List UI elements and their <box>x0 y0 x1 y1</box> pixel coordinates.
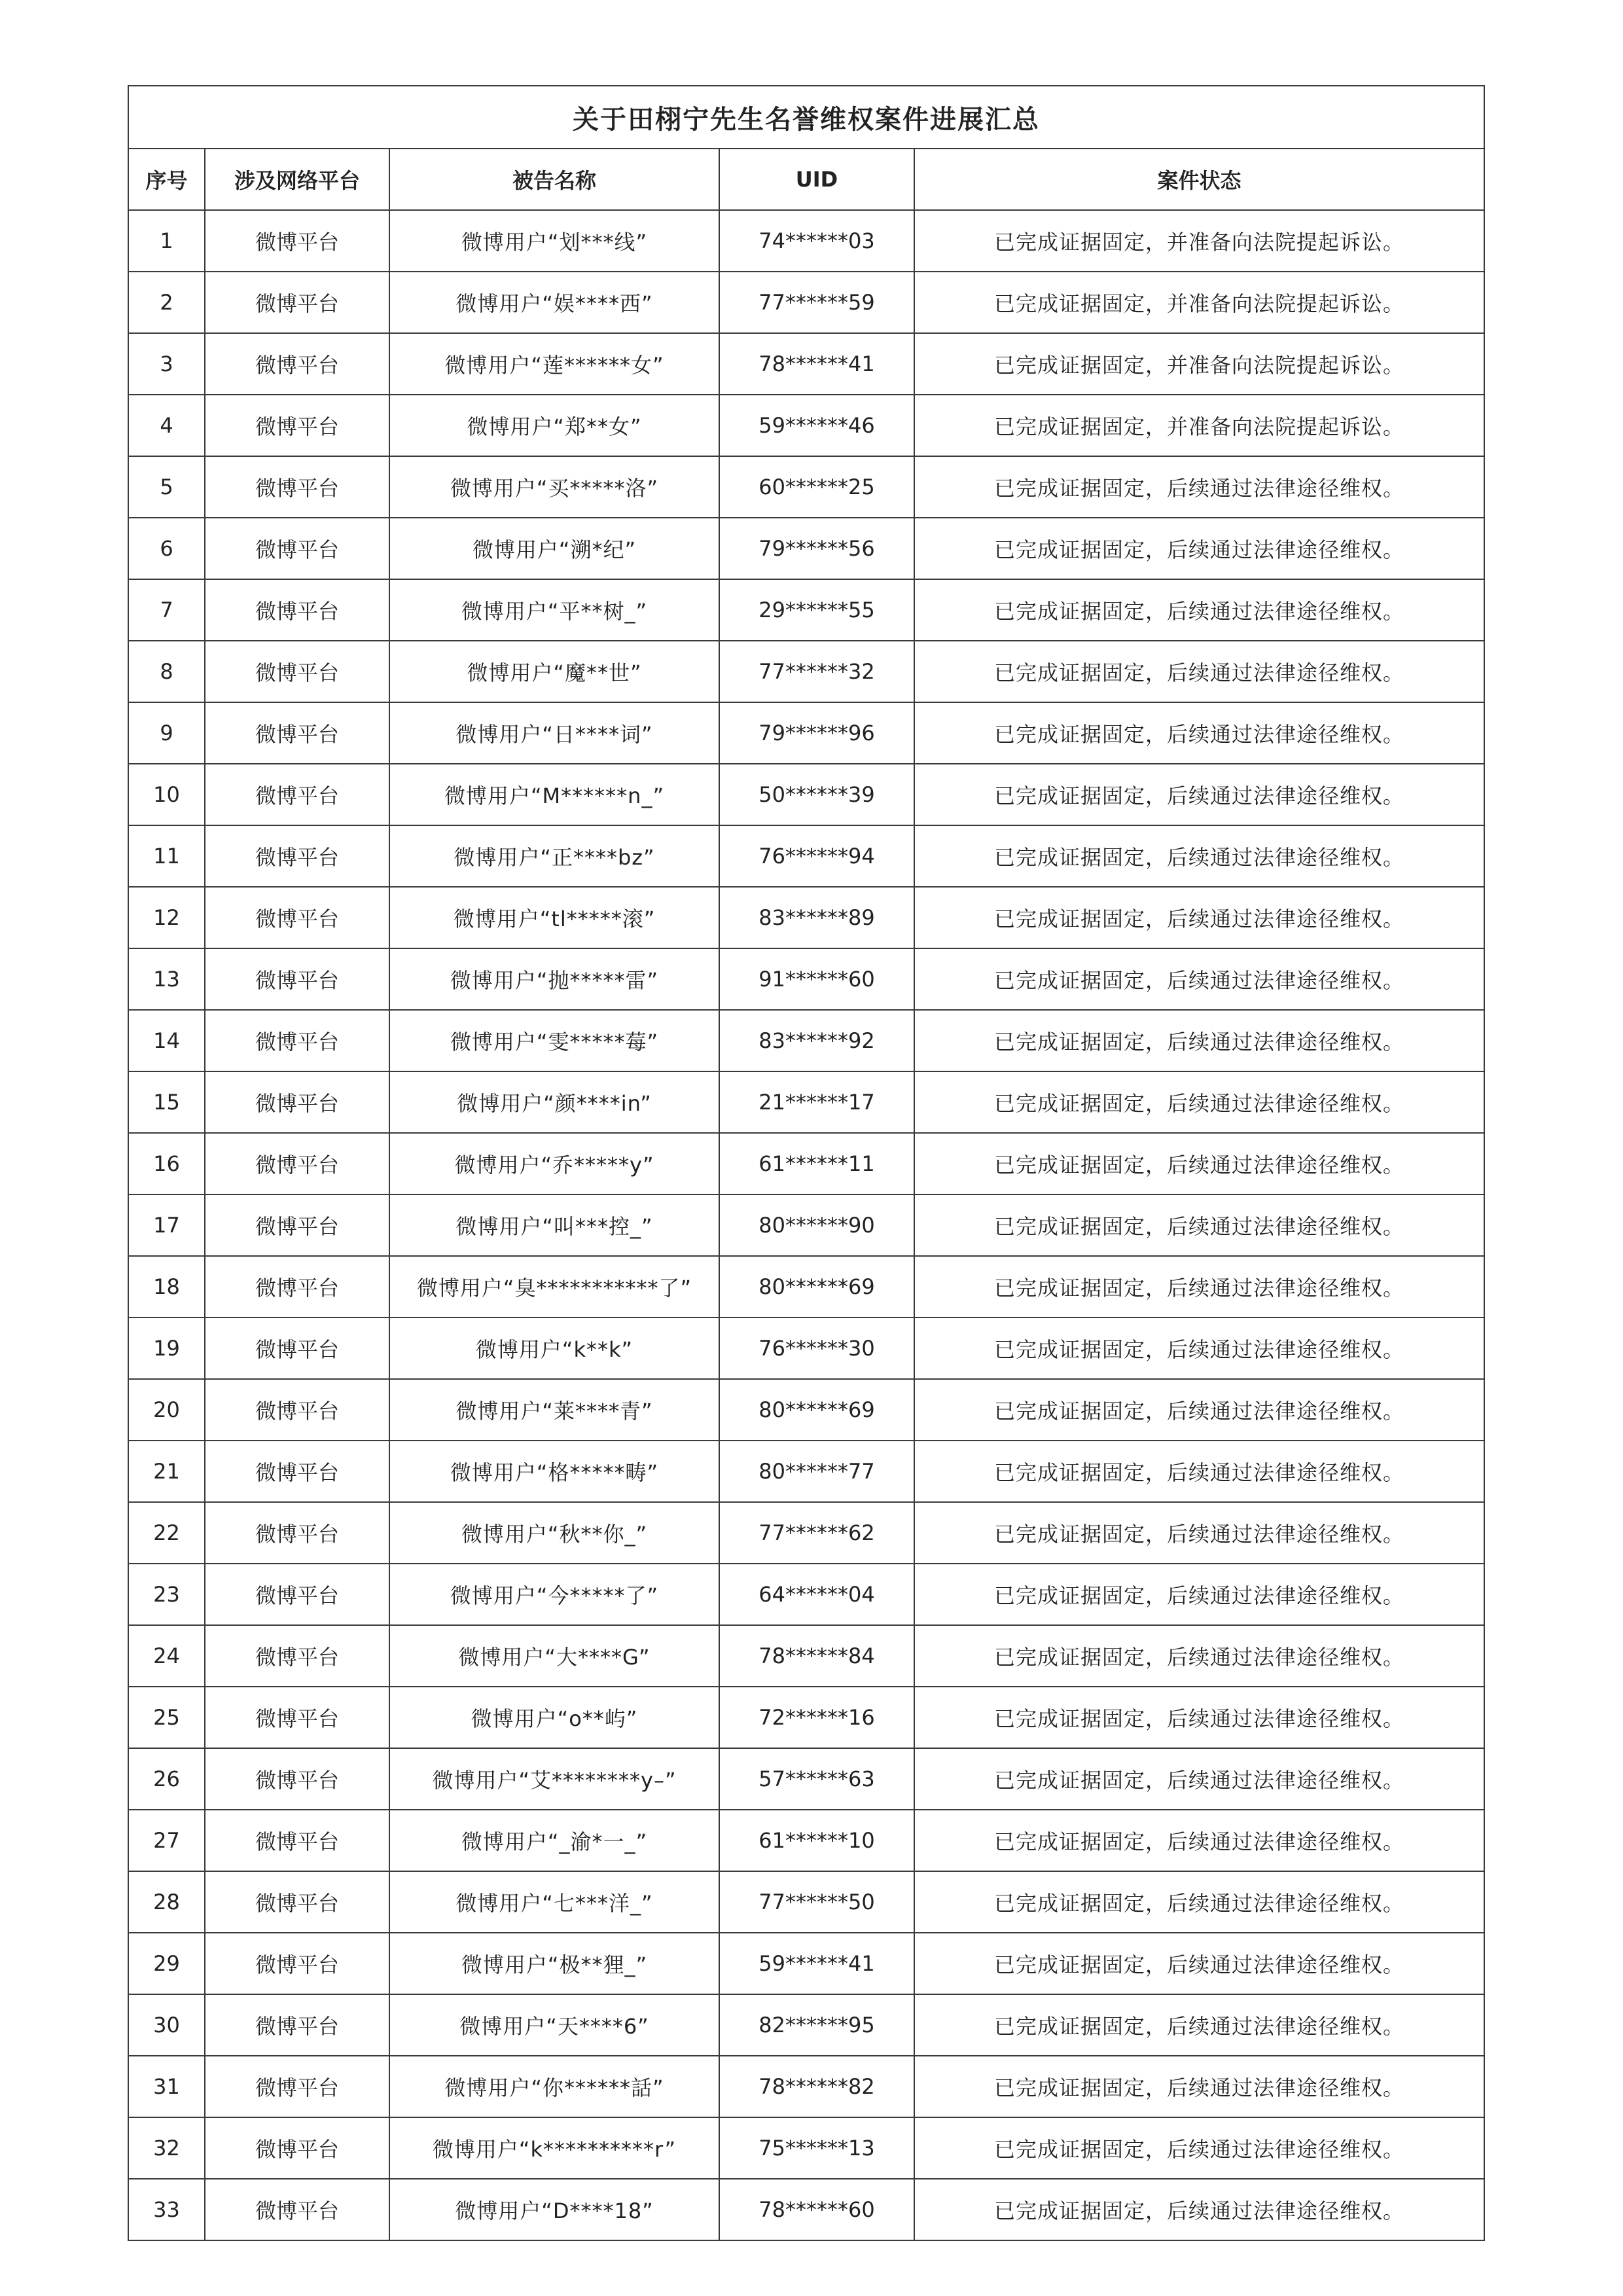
table-row <box>128 518 1484 579</box>
cell-index: 2 <box>128 272 205 333</box>
table-row <box>128 1871 1484 1933</box>
cell-platform: 微博平台 <box>205 2056 389 2117</box>
cell-defendant: 微博用户“乔*****y” <box>389 1133 719 1194</box>
cell-platform: 微博平台 <box>205 210 389 272</box>
header-platform: 涉及网络平台 <box>205 149 389 210</box>
cell-defendant: 微博用户“娱****西” <box>389 272 719 333</box>
cell-defendant: 微博用户“郑**女” <box>389 395 719 456</box>
cell-index: 15 <box>128 1071 205 1133</box>
cell-status: 已完成证据固定，后续通过法律途径维权。 <box>914 518 1484 579</box>
cell-status: 已完成证据固定，后续通过法律途径维权。 <box>914 1318 1484 1379</box>
table-row <box>128 1071 1484 1133</box>
cell-uid: 78******84 <box>719 1625 914 1687</box>
cell-status: 已完成证据固定，后续通过法律途径维权。 <box>914 1994 1484 2056</box>
cell-defendant: 微博用户“买*****洛” <box>389 456 719 518</box>
cell-uid: 75******13 <box>719 2117 914 2179</box>
cell-platform: 微博平台 <box>205 1994 389 2056</box>
cell-uid: 78******60 <box>719 2179 914 2240</box>
cell-defendant: 微博用户“格*****畴” <box>389 1441 719 1502</box>
cell-uid: 77******59 <box>719 272 914 333</box>
cell-status: 已完成证据固定，后续通过法律途径维权。 <box>914 1933 1484 1994</box>
table-row <box>128 1010 1484 1071</box>
cell-defendant: 微博用户“天****6” <box>389 1994 719 2056</box>
cell-uid: 72******16 <box>719 1687 914 1748</box>
cell-status: 已完成证据固定，后续通过法律途径维权。 <box>914 1133 1484 1194</box>
cell-index: 21 <box>128 1441 205 1502</box>
table-title: 关于田栩宁先生名誉维权案件进展汇总 <box>128 86 1484 149</box>
cell-uid: 57******63 <box>719 1748 914 1810</box>
header-row <box>128 149 1484 210</box>
cell-defendant: 微博用户“雯*****莓” <box>389 1010 719 1071</box>
cell-defendant: 微博用户“k**********r” <box>389 2117 719 2179</box>
cell-uid: 77******62 <box>719 1502 914 1564</box>
cell-defendant: 微博用户“o**屿” <box>389 1687 719 1748</box>
table-row <box>128 210 1484 272</box>
cell-uid: 77******32 <box>719 641 914 702</box>
cell-index: 11 <box>128 825 205 887</box>
cell-status: 已完成证据固定，后续通过法律途径维权。 <box>914 1010 1484 1071</box>
cell-uid: 76******30 <box>719 1318 914 1379</box>
cell-uid: 61******10 <box>719 1810 914 1871</box>
cell-platform: 微博平台 <box>205 2117 389 2179</box>
cell-platform: 微博平台 <box>205 702 389 764</box>
table-row <box>128 641 1484 702</box>
cell-index: 12 <box>128 887 205 948</box>
cell-platform: 微博平台 <box>205 1933 389 1994</box>
header-defendant: 被告名称 <box>389 149 719 210</box>
cell-platform: 微博平台 <box>205 395 389 456</box>
cell-platform: 微博平台 <box>205 1379 389 1441</box>
cell-platform: 微博平台 <box>205 887 389 948</box>
table-row <box>128 456 1484 518</box>
table-row <box>128 1687 1484 1748</box>
table-body <box>128 210 1484 2240</box>
cell-uid: 79******56 <box>719 518 914 579</box>
cell-index: 26 <box>128 1748 205 1810</box>
cell-index: 13 <box>128 948 205 1010</box>
cell-uid: 59******46 <box>719 395 914 456</box>
cell-platform: 微博平台 <box>205 1748 389 1810</box>
cell-status: 已完成证据固定，后续通过法律途径维权。 <box>914 1502 1484 1564</box>
cell-status: 已完成证据固定，后续通过法律途径维权。 <box>914 1687 1484 1748</box>
cell-status: 已完成证据固定，后续通过法律途径维权。 <box>914 1871 1484 1933</box>
cell-status: 已完成证据固定，后续通过法律途径维权。 <box>914 2179 1484 2240</box>
header-index: 序号 <box>128 149 205 210</box>
cell-status: 已完成证据固定，后续通过法律途径维权。 <box>914 1810 1484 1871</box>
cell-platform: 微博平台 <box>205 1071 389 1133</box>
cell-status: 已完成证据固定，后续通过法律途径维权。 <box>914 764 1484 825</box>
cell-index: 14 <box>128 1010 205 1071</box>
cell-index: 18 <box>128 1256 205 1318</box>
cell-uid: 74******03 <box>719 210 914 272</box>
cell-status: 已完成证据固定，后续通过法律途径维权。 <box>914 641 1484 702</box>
table-row <box>128 1564 1484 1625</box>
cell-defendant: 微博用户“颜****in” <box>389 1071 719 1133</box>
cell-status: 已完成证据固定，并准备向法院提起诉讼。 <box>914 333 1484 395</box>
cell-uid: 60******25 <box>719 456 914 518</box>
cell-status: 已完成证据固定，后续通过法律途径维权。 <box>914 579 1484 641</box>
cell-uid: 76******94 <box>719 825 914 887</box>
cell-status: 已完成证据固定，后续通过法律途径维权。 <box>914 948 1484 1010</box>
table-row <box>128 395 1484 456</box>
header-uid: UID <box>719 149 914 210</box>
cell-defendant: 微博用户“k**k” <box>389 1318 719 1379</box>
cell-status: 已完成证据固定，后续通过法律途径维权。 <box>914 2117 1484 2179</box>
cell-uid: 80******69 <box>719 1379 914 1441</box>
cell-defendant: 微博用户“你******話” <box>389 2056 719 2117</box>
cell-uid: 83******89 <box>719 887 914 948</box>
cell-status: 已完成证据固定，后续通过法律途径维权。 <box>914 702 1484 764</box>
cell-index: 32 <box>128 2117 205 2179</box>
table-row <box>128 2056 1484 2117</box>
cell-defendant: 微博用户“大****G” <box>389 1625 719 1687</box>
title-row <box>128 86 1484 149</box>
cell-defendant: 微博用户“正****bz” <box>389 825 719 887</box>
cell-uid: 79******96 <box>719 702 914 764</box>
cell-uid: 29******55 <box>719 579 914 641</box>
cell-status: 已完成证据固定，后续通过法律途径维权。 <box>914 1441 1484 1502</box>
cell-index: 16 <box>128 1133 205 1194</box>
cell-index: 30 <box>128 1994 205 2056</box>
cell-index: 10 <box>128 764 205 825</box>
cell-status: 已完成证据固定，后续通过法律途径维权。 <box>914 887 1484 948</box>
table-row <box>128 579 1484 641</box>
cell-status: 已完成证据固定，并准备向法院提起诉讼。 <box>914 395 1484 456</box>
table-row <box>128 702 1484 764</box>
cell-index: 8 <box>128 641 205 702</box>
cell-status: 已完成证据固定，后续通过法律途径维权。 <box>914 1564 1484 1625</box>
table-row <box>128 272 1484 333</box>
cell-uid: 80******69 <box>719 1256 914 1318</box>
cell-status: 已完成证据固定，后续通过法律途径维权。 <box>914 2056 1484 2117</box>
cell-index: 4 <box>128 395 205 456</box>
cell-index: 27 <box>128 1810 205 1871</box>
cell-platform: 微博平台 <box>205 1441 389 1502</box>
table-row <box>128 1194 1484 1256</box>
cell-platform: 微博平台 <box>205 518 389 579</box>
cell-platform: 微博平台 <box>205 1687 389 1748</box>
cell-platform: 微博平台 <box>205 2179 389 2240</box>
cell-index: 23 <box>128 1564 205 1625</box>
case-progress-table <box>128 85 1485 2241</box>
cell-index: 33 <box>128 2179 205 2240</box>
cell-platform: 微博平台 <box>205 764 389 825</box>
table-row <box>128 825 1484 887</box>
cell-platform: 微博平台 <box>205 1810 389 1871</box>
cell-index: 3 <box>128 333 205 395</box>
cell-defendant: 微博用户“溯*纪” <box>389 518 719 579</box>
cell-uid: 61******11 <box>719 1133 914 1194</box>
cell-index: 22 <box>128 1502 205 1564</box>
cell-platform: 微博平台 <box>205 1318 389 1379</box>
cell-platform: 微博平台 <box>205 825 389 887</box>
table-row <box>128 764 1484 825</box>
cell-uid: 21******17 <box>719 1071 914 1133</box>
cell-defendant: 微博用户“秋**你_” <box>389 1502 719 1564</box>
cell-platform: 微博平台 <box>205 1010 389 1071</box>
table-row <box>128 1810 1484 1871</box>
cell-status: 已完成证据固定，后续通过法律途径维权。 <box>914 825 1484 887</box>
cell-index: 29 <box>128 1933 205 1994</box>
cell-defendant: 微博用户“叫***控_” <box>389 1194 719 1256</box>
table-row <box>128 1441 1484 1502</box>
cell-defendant: 微博用户“D****18” <box>389 2179 719 2240</box>
cell-platform: 微博平台 <box>205 1502 389 1564</box>
table-row <box>128 1502 1484 1564</box>
cell-status: 已完成证据固定，后续通过法律途径维权。 <box>914 1625 1484 1687</box>
cell-status: 已完成证据固定，后续通过法律途径维权。 <box>914 1256 1484 1318</box>
cell-platform: 微博平台 <box>205 456 389 518</box>
cell-defendant: 微博用户“今*****了” <box>389 1564 719 1625</box>
cell-uid: 64******04 <box>719 1564 914 1625</box>
cell-index: 24 <box>128 1625 205 1687</box>
cell-defendant: 微博用户“_渝*一_” <box>389 1810 719 1871</box>
cell-platform: 微博平台 <box>205 1133 389 1194</box>
cell-platform: 微博平台 <box>205 641 389 702</box>
cell-index: 6 <box>128 518 205 579</box>
cell-platform: 微博平台 <box>205 948 389 1010</box>
cell-defendant: 微博用户“艾********y–” <box>389 1748 719 1810</box>
cell-defendant: 微博用户“划***线” <box>389 210 719 272</box>
cell-platform: 微博平台 <box>205 1564 389 1625</box>
cell-defendant: 微博用户“魔**世” <box>389 641 719 702</box>
cell-status: 已完成证据固定，并准备向法院提起诉讼。 <box>914 272 1484 333</box>
cell-defendant: 微博用户“抛*****雷” <box>389 948 719 1010</box>
table-row <box>128 948 1484 1010</box>
cell-platform: 微博平台 <box>205 1625 389 1687</box>
cell-platform: 微博平台 <box>205 272 389 333</box>
cell-defendant: 微博用户“极**狸_” <box>389 1933 719 1994</box>
cell-index: 28 <box>128 1871 205 1933</box>
table-row <box>128 2117 1484 2179</box>
cell-index: 5 <box>128 456 205 518</box>
cell-platform: 微博平台 <box>205 579 389 641</box>
cell-uid: 82******95 <box>719 1994 914 2056</box>
cell-status: 已完成证据固定，后续通过法律途径维权。 <box>914 1748 1484 1810</box>
table-row <box>128 887 1484 948</box>
table-row <box>128 1256 1484 1318</box>
table-row <box>128 1133 1484 1194</box>
cell-uid: 80******77 <box>719 1441 914 1502</box>
cell-uid: 59******41 <box>719 1933 914 1994</box>
cell-platform: 微博平台 <box>205 1256 389 1318</box>
cell-platform: 微博平台 <box>205 1871 389 1933</box>
cell-index: 17 <box>128 1194 205 1256</box>
cell-uid: 83******92 <box>719 1010 914 1071</box>
cell-index: 7 <box>128 579 205 641</box>
table-row <box>128 333 1484 395</box>
cell-defendant: 微博用户“平**树_” <box>389 579 719 641</box>
cell-status: 已完成证据固定，后续通过法律途径维权。 <box>914 1071 1484 1133</box>
cell-defendant: 微博用户“臭***********了” <box>389 1256 719 1318</box>
cell-uid: 50******39 <box>719 764 914 825</box>
cell-index: 19 <box>128 1318 205 1379</box>
cell-uid: 77******50 <box>719 1871 914 1933</box>
cell-platform: 微博平台 <box>205 1194 389 1256</box>
header-status: 案件状态 <box>914 149 1484 210</box>
cell-defendant: 微博用户“tl*****滚” <box>389 887 719 948</box>
cell-index: 25 <box>128 1687 205 1748</box>
cell-platform: 微博平台 <box>205 333 389 395</box>
cell-status: 已完成证据固定，后续通过法律途径维权。 <box>914 1194 1484 1256</box>
cell-defendant: 微博用户“七***洋_” <box>389 1871 719 1933</box>
cell-status: 已完成证据固定，后续通过法律途径维权。 <box>914 1379 1484 1441</box>
cell-defendant: 微博用户“莱****青” <box>389 1379 719 1441</box>
cell-defendant: 微博用户“莲******女” <box>389 333 719 395</box>
cell-index: 20 <box>128 1379 205 1441</box>
cell-status: 已完成证据固定，后续通过法律途径维权。 <box>914 456 1484 518</box>
table-row <box>128 1625 1484 1687</box>
table-row <box>128 1379 1484 1441</box>
table-row <box>128 1748 1484 1810</box>
cell-defendant: 微博用户“M******n_” <box>389 764 719 825</box>
cell-uid: 80******90 <box>719 1194 914 1256</box>
table-row <box>128 2179 1484 2240</box>
cell-status: 已完成证据固定，并准备向法院提起诉讼。 <box>914 210 1484 272</box>
table-row <box>128 1994 1484 2056</box>
table-row <box>128 1933 1484 1994</box>
cell-index: 1 <box>128 210 205 272</box>
cell-uid: 78******41 <box>719 333 914 395</box>
cell-defendant: 微博用户“日****词” <box>389 702 719 764</box>
cell-uid: 78******82 <box>719 2056 914 2117</box>
table-row <box>128 1318 1484 1379</box>
cell-index: 9 <box>128 702 205 764</box>
cell-uid: 91******60 <box>719 948 914 1010</box>
cell-index: 31 <box>128 2056 205 2117</box>
